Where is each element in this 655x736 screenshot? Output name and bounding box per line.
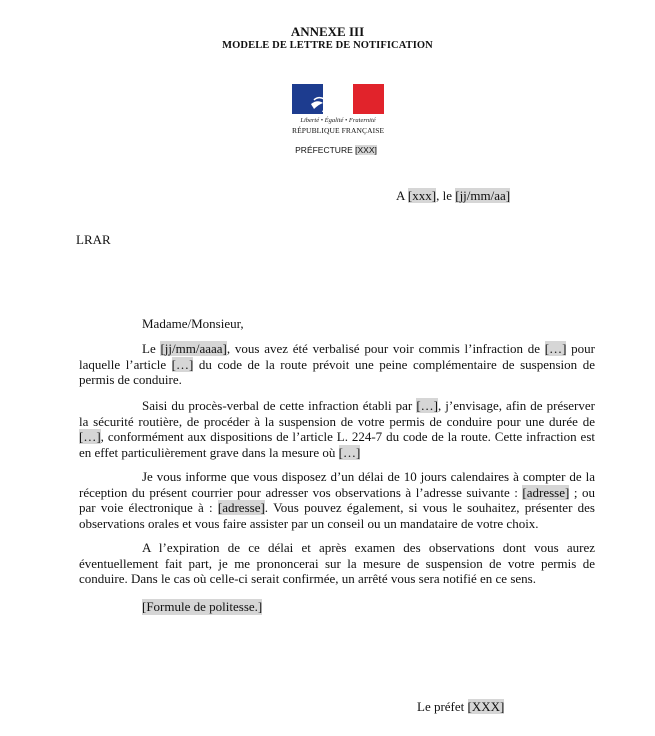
text: ; ou par voie électronique à :	[79, 484, 595, 515]
paragraph-infraction	[79, 341, 595, 388]
lrar-mention: LRAR	[76, 232, 111, 247]
annex-title: ANNEXE III	[290, 24, 365, 39]
prefecture-placeholder: [XXX]	[355, 145, 377, 155]
prefect-name-placeholder: [XXX]	[467, 699, 505, 714]
place-placeholder: [xxx]	[407, 188, 437, 203]
email-address-placeholder: [adresse]	[217, 500, 265, 515]
signature-line	[417, 699, 504, 715]
republique-francaise-logo	[292, 84, 384, 135]
text: , j’envisage, afin de préserver la sécurité routière, de procéder à la suspension de votre permis de conduire pour une durée de	[79, 398, 595, 429]
paragraph-expiration: A l’expiration de ce délai et après examen des observations dont vous aurez éventuellement fait part, je me prononcerai sur la mesure de suspension de votre permis de conduire. Dans le cas où celle-ci serait confirmée, un arrêté vous sera notifié en ce sens.	[79, 540, 595, 586]
place-date-line	[396, 188, 510, 204]
date-placeholder: [jj/mm/aaaa]	[160, 341, 227, 356]
text: , vous avez été verbalisé pour voir commis l’infraction de	[226, 341, 545, 356]
date-prefix: , le	[436, 188, 456, 203]
text: du code de la route prévoit une peine complémentaire de suspension de permis de conduire.	[79, 356, 595, 387]
duration-placeholder: […]	[79, 429, 101, 444]
salutation: Madame/Monsieur,	[142, 316, 244, 331]
paragraph-observations	[79, 469, 595, 531]
text: , conformément aux dispositions de l’article L. 224-7 du code de la route. Cette infraction est en effet particulièrement grave dans la mesure où	[79, 429, 595, 460]
place-prefix: A	[396, 188, 408, 203]
prefecture-line	[0, 145, 655, 155]
republic-name: RÉPUBLIQUE FRANÇAISE	[292, 126, 385, 135]
text: . Vous pouvez également, si vous le souhaitez, présenter des observations orales et vous faire assister par un conseil ou un mandataire de votre choix.	[79, 500, 595, 531]
text: pour laquelle l’article	[79, 341, 595, 372]
signature-label: Le préfet	[417, 699, 468, 714]
text: Saisi du procès-verbal de cette infraction établi par	[142, 398, 417, 413]
date-placeholder: [jj/mm/aa]	[455, 188, 511, 203]
paragraph-suspension	[79, 398, 595, 460]
politeness-formula: [Formule de politesse.]	[142, 599, 263, 614]
document-subtitle: MODELE DE LETTRE DE NOTIFICATION	[222, 40, 433, 51]
prefecture-label: PRÉFECTURE	[295, 145, 356, 155]
article-placeholder: […]	[171, 356, 194, 372]
text: Je vous informe que vous disposez d’un délai de 10 jours calendaires à compter de la réception du présent courrier pour adresser vos observations à l’adresse suivante :	[79, 469, 595, 500]
infraction-placeholder: […]	[544, 341, 567, 356]
marianne-profile-icon	[308, 84, 352, 114]
address-placeholder: [adresse]	[522, 484, 570, 500]
text: Le	[142, 341, 161, 356]
republic-motto: Liberté • Égalité • Fraternité	[300, 117, 376, 124]
marianne-flag-icon	[292, 84, 384, 114]
reason-placeholder: […]	[338, 444, 361, 460]
author-placeholder: […]	[416, 398, 438, 413]
